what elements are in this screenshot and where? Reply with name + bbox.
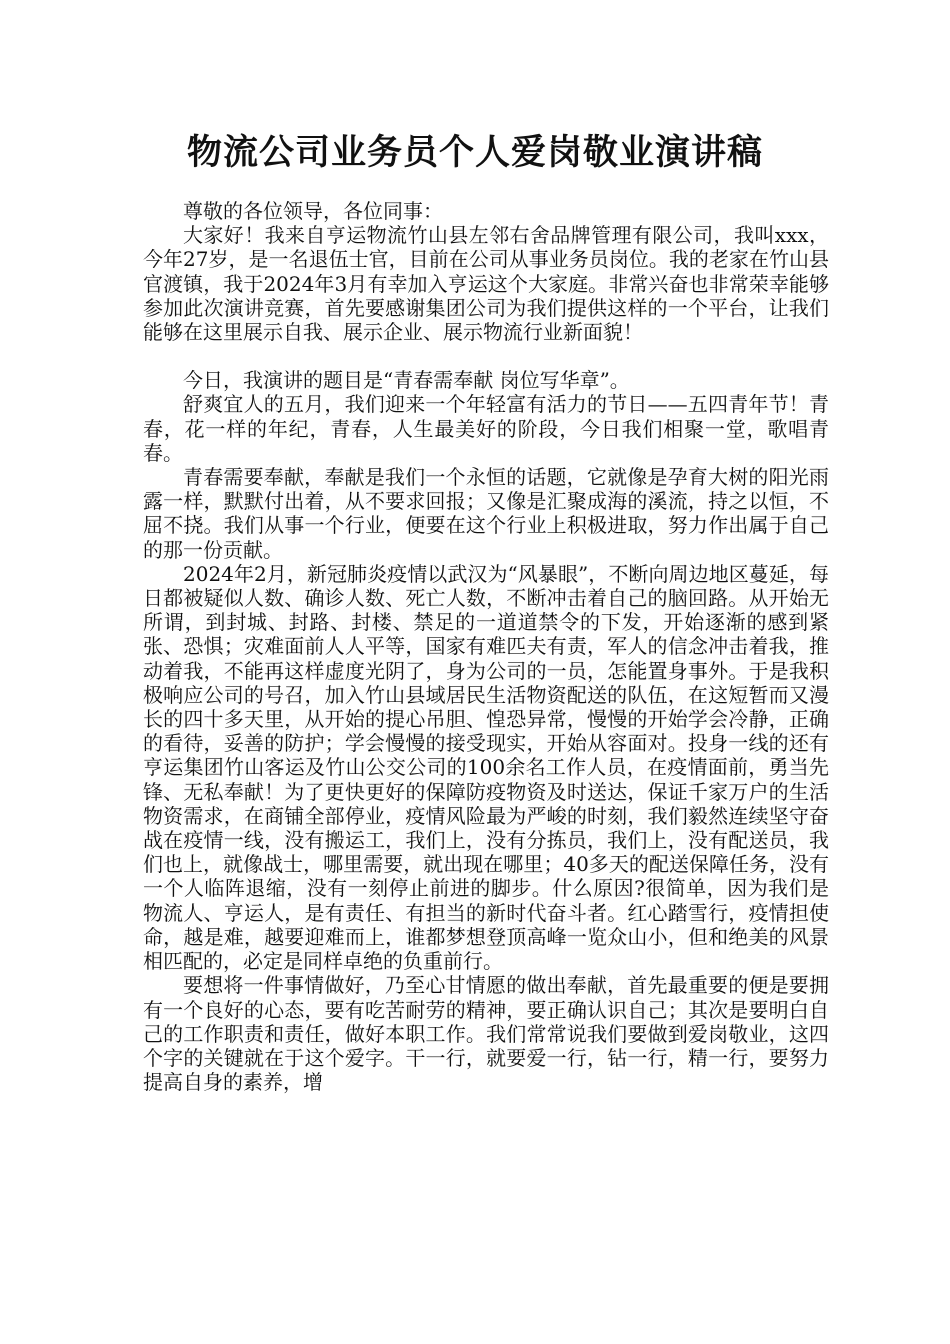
paragraph-speech-topic: 今日，我演讲的题目是“青春需奉献 岗位写华章”。: [183, 368, 630, 393]
paragraph-epidemic: 2024年2月，新冠肺炎疫情以武汉为“风暴眼”，不断向周边地区蔓延，每日都被疑似人数、确诊人数、死亡人数，不断冲击着自己的脑回路。从开始无所谓，到封城、封路、封楼、禁足的一道道禁令的下发，开始逐渐的感到紧张、恐惧；灾难面前人人平等，国家有难匹夫有责，军人的信念冲击着我，推动着我，不能再这样虚度光阴了，身为公司的一员，怎能置身事外。于是我积极响应公司的号召，加入竹山县域居民生活物资配送的队伍，在这短暂而又漫长的四十多天里，从开始的提心吊胆、惶恐异常，慢慢的开始学会冷静，正确的看待，妥善的防护；学会慢慢的接受现实，开始从容面对。投身一线的还有亨运集团竹山客运及竹山公交公司的100余名工作人员，在疫情面前，勇当先锋、无私奉献！为了更快更好的保障防疫物资及时送达，保证千家万户的生活物资需求，在商铺全部停业，疫情风险最为严峻的时刻，我们毅然连续坚守奋战在疫情一线，没有搬运工，我们上，没有分拣员，我们上，没有配送员，我们也上，就像战士，哪里需要，就出现在哪里；40多天的配送保障任务，没有一个人临阵退缩，没有一刻停止前进的脚步。什么原因?很简单，因为我们是物流人、亨运人，是有责任、有担当的新时代奋斗者。红心踏雪行，疫情担使命，越是难，越要迎难而上，谁都梦想登顶高峰一览众山小，但和绝美的风景相匹配的，必定是同样卓绝的负重前行。: [143, 561, 829, 974]
paragraph-greeting: 尊敬的各位领导，各位同事：: [183, 199, 443, 223]
paragraph-attitude: 要想将一件事情做好，乃至心甘情愿的做出奉献，首先最重要的便是要拥有一个良好的心态，要有吃苦耐劳的精神，要正确认识自己；其次是要明白自己的工作职责和责任，做好本职工作。我们常常说我们要做到爱岗敬业，这四个字的关键就在于这个爱字。干一行，就要爱一行，钻一行，精一行，要努力提高自身的素养，增: [143, 973, 829, 1095]
paragraph-dedication: 青春需要奉献，奉献是我们一个永恒的话题，它就像是孕育大树的阳光雨露一样，默默付出着，从不要求回报；又像是汇聚成海的溪流，持之以恒，不屈不挠。我们从事一个行业，便要在这个行业上积极进取，努力作出属于自己的那一份贡献。: [143, 465, 829, 562]
document-body: [143, 199, 829, 1094]
paragraph-youth-day: 舒爽宜人的五月，我们迎来一个年轻富有活力的节日——五四青年节！青春，花一样的年纪，青春，人生最美好的阶段，今日我们相聚一堂，歌唱青春。: [143, 392, 829, 465]
document-title: 物流公司业务员个人爱岗敬业演讲稿: [186, 133, 763, 173]
paragraph-introduction: 大家好！我来自亨运物流竹山县左邻右舍品牌管理有限公司，我叫xxx，今年27岁，是一名退伍士官，目前在公司从事业务员岗位。我的老家在竹山县官渡镇，我于2024年3月有幸加入亨运这个大家庭。非常兴奋也非常荣幸能够参加此次演讲竞赛，首先要感谢集团公司为我们提供这样的一个平台，让我们能够在这里展示自我、展示企业、展示物流行业新面貌！: [143, 223, 829, 345]
